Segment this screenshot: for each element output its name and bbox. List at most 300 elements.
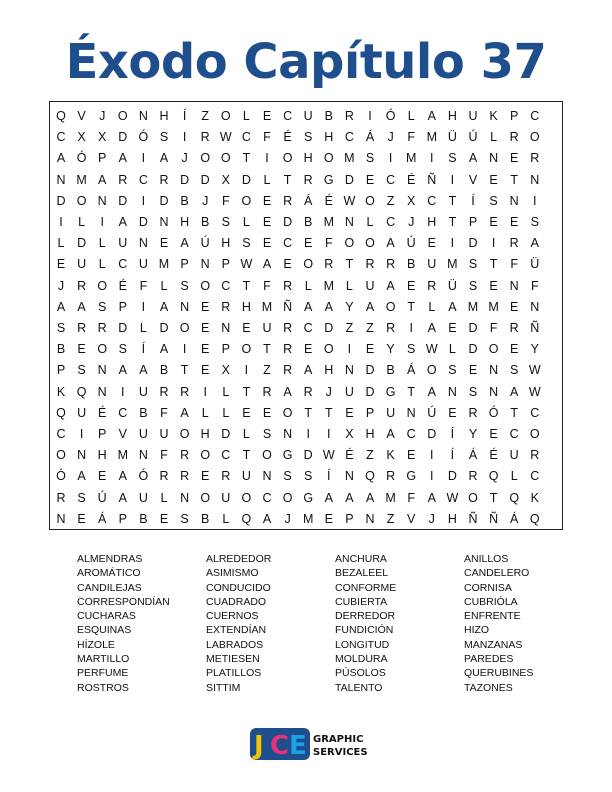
grid-letter[interactable]: Á: [304, 193, 313, 208]
grid-letter[interactable]: S: [77, 363, 86, 378]
grid-letter[interactable]: E: [510, 299, 519, 314]
grid-letter[interactable]: Ü: [447, 130, 457, 145]
grid-letter[interactable]: E: [262, 109, 272, 123]
grid-letter[interactable]: R: [468, 405, 478, 420]
grid-letter[interactable]: É: [283, 130, 292, 145]
grid-letter[interactable]: A: [118, 469, 127, 484]
grid-letter[interactable]: T: [283, 172, 292, 187]
grid-letter[interactable]: R: [283, 363, 293, 378]
grid-letter[interactable]: I: [306, 427, 310, 441]
grid-letter[interactable]: H: [427, 215, 437, 229]
grid-letter[interactable]: O: [303, 257, 314, 272]
grid-letter[interactable]: R: [77, 278, 87, 293]
grid-letter[interactable]: O: [220, 109, 231, 123]
grid-letter[interactable]: O: [282, 405, 293, 420]
grid-letter[interactable]: A: [283, 384, 292, 399]
grid-letter[interactable]: C: [427, 193, 437, 208]
grid-letter[interactable]: B: [56, 342, 66, 357]
grid-letter[interactable]: É: [489, 448, 498, 463]
grid-letter[interactable]: A: [98, 172, 107, 187]
grid-letter[interactable]: H: [447, 109, 457, 123]
grid-letter[interactable]: B: [407, 257, 416, 272]
grid-letter[interactable]: J: [408, 215, 415, 229]
grid-letter[interactable]: T: [448, 215, 457, 229]
grid-letter[interactable]: N: [97, 384, 107, 399]
grid-letter[interactable]: O: [241, 193, 252, 208]
grid-letter[interactable]: N: [447, 384, 457, 399]
grid-letter[interactable]: E: [510, 151, 519, 166]
grid-letter[interactable]: D: [118, 321, 128, 335]
grid-letter[interactable]: N: [344, 363, 354, 378]
grid-letter[interactable]: Y: [530, 342, 539, 357]
grid-letter[interactable]: M: [76, 172, 87, 187]
grid-letter[interactable]: M: [467, 299, 479, 314]
grid-letter[interactable]: E: [262, 405, 272, 420]
grid-letter[interactable]: N: [180, 490, 190, 505]
grid-letter[interactable]: E: [510, 215, 519, 229]
grid-letter[interactable]: E: [489, 215, 498, 229]
grid-letter[interactable]: R: [509, 236, 519, 251]
grid-letter[interactable]: Ñ: [427, 172, 437, 187]
grid-letter[interactable]: S: [159, 130, 169, 145]
grid-letter[interactable]: E: [159, 511, 169, 526]
grid-letter[interactable]: U: [386, 405, 396, 420]
grid-letter[interactable]: P: [468, 215, 478, 229]
grid-letter[interactable]: L: [304, 278, 312, 293]
grid-letter[interactable]: R: [97, 321, 107, 335]
grid-letter[interactable]: A: [386, 427, 395, 441]
grid-letter[interactable]: I: [203, 384, 207, 399]
grid-letter[interactable]: I: [100, 215, 104, 229]
grid-letter[interactable]: A: [304, 299, 313, 314]
grid-letter[interactable]: F: [407, 130, 415, 145]
grid-letter[interactable]: O: [117, 109, 128, 123]
grid-letter[interactable]: P: [118, 511, 127, 526]
grid-letter[interactable]: N: [77, 448, 87, 463]
grid-letter[interactable]: S: [510, 363, 519, 378]
grid-letter[interactable]: A: [262, 257, 272, 272]
grid-letter[interactable]: Ó: [138, 469, 149, 484]
grid-letter[interactable]: R: [365, 257, 375, 272]
grid-letter[interactable]: G: [323, 172, 334, 187]
grid-letter[interactable]: A: [159, 151, 169, 166]
grid-letter[interactable]: R: [159, 469, 169, 484]
grid-letter[interactable]: R: [386, 469, 396, 484]
grid-letter[interactable]: V: [468, 172, 478, 187]
grid-letter[interactable]: Q: [365, 469, 375, 484]
grid-letter[interactable]: D: [159, 193, 169, 208]
grid-letter[interactable]: N: [509, 278, 519, 293]
grid-letter[interactable]: Z: [263, 363, 271, 378]
grid-letter[interactable]: L: [242, 109, 250, 123]
grid-letter[interactable]: E: [407, 278, 416, 293]
grid-letter[interactable]: L: [448, 342, 456, 357]
grid-letter[interactable]: W: [240, 257, 253, 272]
grid-letter[interactable]: R: [427, 278, 437, 293]
grid-letter[interactable]: C: [241, 130, 251, 145]
grid-letter[interactable]: Ó: [76, 151, 87, 166]
grid-letter[interactable]: D: [365, 384, 375, 399]
grid-letter[interactable]: L: [222, 384, 230, 399]
grid-letter[interactable]: S: [283, 469, 292, 484]
grid-letter[interactable]: H: [159, 109, 169, 123]
grid-letter[interactable]: D: [427, 427, 437, 441]
grid-letter[interactable]: H: [324, 130, 334, 145]
grid-letter[interactable]: P: [180, 257, 189, 272]
grid-letter[interactable]: O: [426, 363, 437, 378]
grid-letter[interactable]: T: [242, 151, 251, 166]
grid-letter[interactable]: A: [180, 236, 189, 251]
grid-letter[interactable]: E: [304, 236, 313, 251]
grid-letter[interactable]: I: [347, 342, 352, 357]
grid-letter[interactable]: O: [179, 427, 190, 441]
grid-letter[interactable]: G: [406, 469, 417, 484]
grid-letter[interactable]: A: [345, 490, 354, 505]
grid-letter[interactable]: H: [241, 299, 251, 314]
grid-letter[interactable]: N: [262, 469, 272, 484]
grid-letter[interactable]: S: [448, 363, 457, 378]
grid-letter[interactable]: R: [283, 193, 293, 208]
grid-letter[interactable]: R: [118, 172, 128, 187]
grid-letter[interactable]: E: [448, 405, 457, 420]
grid-letter[interactable]: L: [201, 405, 209, 420]
grid-letter[interactable]: N: [180, 299, 190, 314]
grid-letter[interactable]: O: [323, 342, 334, 357]
grid-letter[interactable]: D: [241, 172, 251, 187]
grid-letter[interactable]: W: [446, 490, 459, 505]
grid-letter[interactable]: T: [345, 257, 354, 272]
grid-letter[interactable]: P: [118, 299, 127, 314]
grid-letter[interactable]: Ú: [97, 490, 107, 505]
grid-letter[interactable]: U: [262, 321, 272, 335]
grid-letter[interactable]: X: [98, 130, 107, 145]
grid-letter[interactable]: S: [56, 321, 66, 335]
grid-letter[interactable]: C: [118, 257, 128, 272]
grid-letter[interactable]: R: [221, 299, 231, 314]
grid-letter[interactable]: E: [489, 427, 498, 441]
grid-letter[interactable]: Ú: [427, 405, 437, 420]
grid-letter[interactable]: L: [428, 299, 436, 314]
grid-letter[interactable]: R: [180, 384, 190, 399]
grid-letter[interactable]: E: [262, 215, 272, 229]
grid-letter[interactable]: U: [138, 427, 148, 441]
grid-letter[interactable]: A: [386, 236, 395, 251]
grid-letter[interactable]: Z: [386, 193, 395, 208]
grid-letter[interactable]: O: [56, 448, 66, 463]
grid-letter[interactable]: O: [241, 342, 252, 357]
grid-letter[interactable]: E: [98, 469, 107, 484]
grid-letter[interactable]: I: [430, 469, 434, 484]
grid-letter[interactable]: L: [160, 490, 168, 505]
grid-letter[interactable]: L: [222, 511, 230, 526]
grid-letter[interactable]: R: [200, 130, 210, 145]
grid-letter[interactable]: G: [303, 490, 314, 505]
grid-letter[interactable]: A: [427, 109, 436, 123]
grid-letter[interactable]: A: [118, 363, 127, 378]
grid-letter[interactable]: C: [406, 427, 416, 441]
grid-letter[interactable]: F: [263, 278, 271, 293]
grid-letter[interactable]: T: [324, 405, 333, 420]
grid-letter[interactable]: T: [448, 193, 457, 208]
grid-letter[interactable]: O: [200, 490, 211, 505]
grid-letter[interactable]: A: [304, 363, 313, 378]
grid-letter[interactable]: X: [221, 363, 230, 378]
grid-letter[interactable]: T: [489, 490, 498, 505]
grid-letter[interactable]: I: [121, 384, 125, 399]
grid-letter[interactable]: E: [77, 342, 86, 357]
grid-letter[interactable]: E: [427, 236, 436, 251]
grid-letter[interactable]: V: [77, 109, 86, 123]
grid-letter[interactable]: E: [489, 172, 498, 187]
grid-letter[interactable]: C: [138, 172, 148, 187]
grid-letter[interactable]: R: [386, 257, 396, 272]
grid-letter[interactable]: L: [366, 215, 374, 229]
grid-letter[interactable]: F: [407, 490, 415, 505]
grid-letter[interactable]: O: [468, 490, 478, 505]
grid-letter[interactable]: A: [427, 384, 436, 399]
grid-letter[interactable]: I: [141, 299, 146, 314]
grid-letter[interactable]: P: [98, 427, 107, 441]
grid-letter[interactable]: O: [200, 278, 211, 293]
grid-letter[interactable]: E: [345, 405, 354, 420]
grid-letter[interactable]: C: [221, 278, 231, 293]
grid-letter[interactable]: N: [406, 405, 416, 420]
grid-letter[interactable]: Í: [450, 448, 455, 463]
grid-letter[interactable]: C: [283, 109, 293, 123]
grid-letter[interactable]: N: [138, 448, 148, 463]
grid-letter[interactable]: N: [200, 257, 210, 272]
grid-letter[interactable]: D: [468, 321, 478, 335]
grid-letter[interactable]: P: [345, 511, 354, 526]
grid-letter[interactable]: P: [510, 109, 519, 123]
grid-letter[interactable]: D: [159, 321, 169, 335]
grid-letter[interactable]: R: [283, 342, 293, 357]
grid-letter[interactable]: A: [365, 299, 375, 314]
grid-letter[interactable]: O: [365, 193, 375, 208]
grid-letter[interactable]: C: [118, 405, 128, 420]
grid-letter[interactable]: C: [344, 130, 354, 145]
grid-letter[interactable]: T: [407, 384, 415, 399]
grid-letter[interactable]: M: [261, 299, 273, 314]
grid-letter[interactable]: O: [200, 151, 211, 166]
grid-letter[interactable]: T: [489, 257, 498, 272]
grid-letter[interactable]: Ñ: [468, 511, 478, 526]
grid-letter[interactable]: Q: [529, 511, 540, 526]
grid-letter[interactable]: T: [242, 278, 251, 293]
grid-letter[interactable]: D: [344, 172, 354, 187]
grid-letter[interactable]: K: [386, 448, 395, 463]
grid-letter[interactable]: L: [242, 215, 250, 229]
grid-letter[interactable]: N: [221, 321, 231, 335]
grid-letter[interactable]: I: [79, 427, 84, 441]
grid-letter[interactable]: D: [180, 172, 190, 187]
grid-letter[interactable]: T: [242, 448, 251, 463]
grid-letter[interactable]: A: [427, 490, 436, 505]
grid-letter[interactable]: I: [450, 236, 455, 251]
grid-letter[interactable]: H: [200, 427, 210, 441]
grid-letter[interactable]: D: [365, 363, 375, 378]
grid-letter[interactable]: A: [77, 469, 86, 484]
grid-letter[interactable]: S: [118, 342, 127, 357]
grid-letter[interactable]: U: [509, 448, 519, 463]
grid-letter[interactable]: U: [77, 405, 87, 420]
grid-letter[interactable]: A: [365, 490, 375, 505]
grid-letter[interactable]: Q: [509, 490, 520, 505]
grid-letter[interactable]: N: [97, 193, 107, 208]
grid-letter[interactable]: R: [283, 278, 293, 293]
grid-letter[interactable]: Q: [56, 109, 66, 123]
grid-letter[interactable]: N: [283, 427, 293, 441]
grid-letter[interactable]: N: [489, 151, 499, 166]
grid-letter[interactable]: I: [388, 151, 393, 166]
grid-letter[interactable]: B: [386, 363, 395, 378]
grid-letter[interactable]: G: [282, 448, 293, 463]
grid-letter[interactable]: É: [118, 278, 127, 293]
grid-letter[interactable]: R: [468, 469, 478, 484]
grid-letter[interactable]: Ú: [406, 236, 416, 251]
grid-letter[interactable]: N: [344, 215, 354, 229]
grid-letter[interactable]: D: [324, 321, 334, 335]
grid-letter[interactable]: S: [530, 215, 539, 229]
grid-letter[interactable]: Á: [407, 363, 416, 378]
grid-letter[interactable]: Á: [510, 511, 519, 526]
grid-letter[interactable]: C: [530, 469, 540, 484]
grid-letter[interactable]: S: [304, 130, 313, 145]
grid-letter[interactable]: R: [180, 469, 190, 484]
grid-letter[interactable]: Ú: [200, 236, 210, 251]
grid-letter[interactable]: S: [448, 151, 457, 166]
grid-letter[interactable]: R: [530, 448, 540, 463]
grid-letter[interactable]: U: [138, 384, 148, 399]
grid-letter[interactable]: I: [327, 427, 331, 441]
grid-letter[interactable]: S: [180, 511, 189, 526]
grid-letter[interactable]: S: [77, 490, 86, 505]
grid-letter[interactable]: É: [407, 172, 416, 187]
grid-letter[interactable]: U: [138, 490, 148, 505]
grid-letter[interactable]: O: [365, 236, 375, 251]
grid-letter[interactable]: X: [221, 172, 230, 187]
grid-letter[interactable]: A: [56, 299, 66, 314]
grid-letter[interactable]: C: [386, 172, 396, 187]
grid-letter[interactable]: N: [56, 511, 66, 526]
grid-letter[interactable]: N: [138, 236, 148, 251]
grid-letter[interactable]: T: [180, 363, 189, 378]
grid-letter[interactable]: L: [78, 215, 86, 229]
grid-letter[interactable]: X: [407, 193, 416, 208]
grid-letter[interactable]: L: [160, 278, 168, 293]
grid-letter[interactable]: B: [201, 511, 210, 526]
grid-letter[interactable]: D: [468, 342, 478, 357]
grid-letter[interactable]: I: [59, 215, 63, 229]
grid-letter[interactable]: A: [118, 151, 127, 166]
grid-letter[interactable]: H: [324, 363, 334, 378]
grid-letter[interactable]: H: [303, 151, 313, 166]
grid-letter[interactable]: D: [56, 193, 66, 208]
grid-letter[interactable]: F: [530, 278, 539, 293]
grid-letter[interactable]: L: [263, 172, 271, 187]
grid-letter[interactable]: L: [98, 236, 106, 251]
grid-letter[interactable]: F: [160, 448, 168, 463]
grid-letter[interactable]: U: [77, 257, 87, 272]
grid-letter[interactable]: T: [407, 299, 415, 314]
grid-letter[interactable]: M: [385, 490, 396, 505]
grid-letter[interactable]: J: [428, 511, 435, 526]
grid-letter[interactable]: N: [530, 172, 540, 187]
grid-letter[interactable]: U: [427, 257, 437, 272]
grid-letter[interactable]: W: [528, 363, 541, 378]
grid-letter[interactable]: O: [262, 448, 272, 463]
grid-letter[interactable]: M: [405, 151, 417, 166]
grid-letter[interactable]: A: [118, 215, 127, 229]
grid-letter[interactable]: E: [242, 321, 251, 335]
grid-letter[interactable]: S: [242, 236, 251, 251]
grid-letter[interactable]: J: [387, 130, 394, 145]
grid-letter[interactable]: E: [489, 278, 498, 293]
grid-letter[interactable]: O: [488, 342, 499, 357]
grid-letter[interactable]: E: [448, 321, 457, 335]
grid-letter[interactable]: B: [139, 405, 148, 420]
grid-letter[interactable]: O: [385, 299, 396, 314]
grid-letter[interactable]: D: [468, 236, 478, 251]
grid-letter[interactable]: E: [201, 363, 210, 378]
grid-letter[interactable]: A: [324, 299, 333, 314]
grid-letter[interactable]: S: [221, 215, 230, 229]
grid-letter[interactable]: F: [489, 321, 498, 335]
grid-letter[interactable]: I: [141, 151, 146, 166]
grid-letter[interactable]: H: [97, 448, 107, 463]
grid-letter[interactable]: T: [263, 342, 271, 357]
grid-letter[interactable]: O: [97, 342, 108, 357]
grid-letter[interactable]: C: [530, 109, 540, 123]
grid-letter[interactable]: A: [427, 321, 436, 335]
grid-letter[interactable]: B: [139, 511, 148, 526]
grid-letter[interactable]: G: [385, 384, 396, 399]
grid-letter[interactable]: E: [201, 321, 210, 335]
grid-letter[interactable]: Í: [471, 193, 475, 208]
grid-letter[interactable]: O: [97, 278, 108, 293]
grid-letter[interactable]: N: [97, 363, 107, 378]
grid-letter[interactable]: X: [345, 427, 354, 441]
grid-letter[interactable]: L: [222, 405, 230, 420]
grid-letter[interactable]: Z: [366, 448, 374, 463]
grid-letter[interactable]: C: [530, 405, 540, 420]
grid-letter[interactable]: R: [386, 321, 396, 335]
grid-letter[interactable]: A: [262, 511, 272, 526]
grid-letter[interactable]: A: [324, 490, 333, 505]
grid-letter[interactable]: Í: [450, 427, 455, 441]
grid-letter[interactable]: M: [426, 130, 437, 145]
grid-letter[interactable]: W: [322, 448, 335, 463]
grid-letter[interactable]: E: [324, 511, 333, 526]
grid-letter[interactable]: O: [344, 236, 355, 251]
grid-letter[interactable]: O: [529, 130, 540, 145]
grid-letter[interactable]: U: [159, 427, 169, 441]
grid-letter[interactable]: E: [201, 299, 210, 314]
grid-letter[interactable]: F: [160, 405, 168, 420]
grid-letter[interactable]: H: [180, 215, 190, 229]
grid-letter[interactable]: Q: [241, 511, 252, 526]
grid-letter[interactable]: A: [386, 278, 395, 293]
grid-letter[interactable]: J: [284, 511, 291, 526]
grid-letter[interactable]: S: [98, 299, 107, 314]
grid-letter[interactable]: A: [77, 299, 86, 314]
grid-letter[interactable]: Q: [488, 469, 499, 484]
grid-letter[interactable]: O: [220, 151, 231, 166]
grid-letter[interactable]: J: [57, 278, 65, 293]
grid-letter[interactable]: C: [283, 236, 293, 251]
grid-letter[interactable]: L: [139, 321, 147, 335]
grid-letter[interactable]: P: [365, 405, 375, 420]
